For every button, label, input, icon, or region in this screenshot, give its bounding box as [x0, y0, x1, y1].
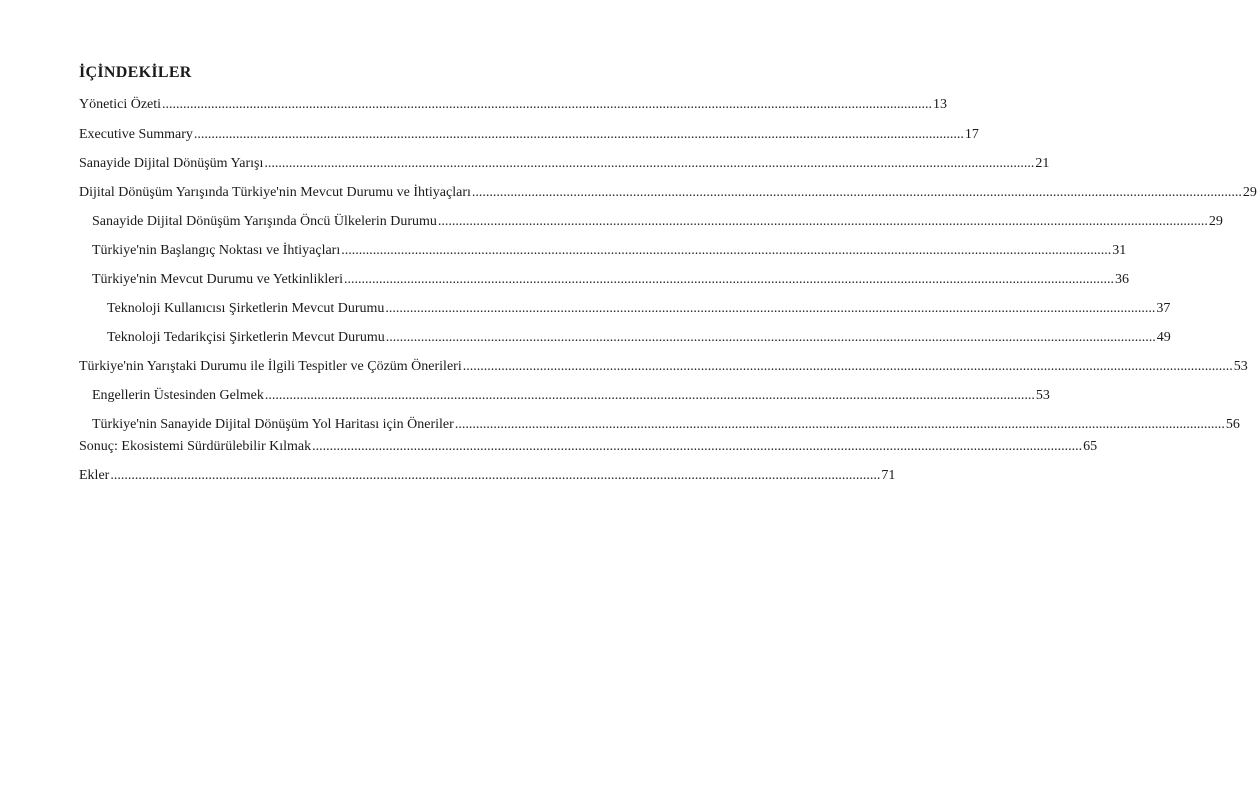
dot-leader: [455, 416, 1225, 433]
dot-leader: [386, 329, 1156, 346]
dot-leader: [110, 467, 880, 484]
toc-entry[interactable]: [79, 213, 1223, 230]
dot-leader: [264, 155, 1034, 172]
toc-entry[interactable]: [79, 467, 896, 484]
toc-entry-page: 65: [1083, 439, 1098, 454]
toc-entry-label: Türkiye'nin Yarıştaki Durumu ile İlgili Tespitler ve Çözüm Önerileri: [79, 359, 462, 374]
toc-entry[interactable]: [79, 438, 1098, 455]
toc-entry-label: Teknoloji Tedarikçisi Şirketlerin Mevcut Durumu: [107, 330, 385, 345]
toc-entry-page: 53: [1233, 359, 1248, 374]
toc-entry-page: 36: [1115, 272, 1129, 287]
toc-entry-label: Türkiye'nin Başlangıç Noktası ve İhtiyaçları: [92, 243, 341, 258]
toc-entry-page: 29: [1242, 185, 1257, 200]
toc-entry-label: Executive Summary: [79, 127, 193, 142]
toc-entry[interactable]: [79, 387, 1050, 404]
toc-entry-page: 17: [964, 127, 979, 142]
toc-entry-label: Ekler: [79, 468, 110, 483]
toc-entry[interactable]: [79, 242, 1127, 259]
toc-entry-label: Dijital Dönüşüm Yarışında Türkiye'nin Mevcut Durumu ve İhtiyaçları: [79, 185, 471, 200]
toc-entry[interactable]: [79, 184, 1257, 201]
dot-leader: [265, 387, 1035, 404]
toc-entry-label: Yönetici Özeti: [79, 97, 162, 112]
toc-entry-page: 71: [881, 468, 896, 483]
dot-leader: [341, 242, 1111, 259]
toc-entry-label: Sonuç: Ekosistemi Sürdürülebilir Kılmak: [79, 439, 312, 454]
toc-entry-page: 29: [1208, 214, 1223, 229]
toc-entry-label: Engellerin Üstesinden Gelmek: [92, 388, 264, 403]
toc-entry[interactable]: [79, 155, 1050, 172]
toc-entry-page: 37: [1156, 301, 1171, 316]
toc-entry[interactable]: [79, 96, 948, 113]
toc-entry-page: 49: [1156, 330, 1171, 345]
toc-entry-label: Sanayide Dijital Dönüşüm Yarışı: [79, 156, 264, 171]
toc-entry-page: 21: [1035, 156, 1050, 171]
toc-entry-label: Sanayide Dijital Dönüşüm Yarışında Öncü Ülkelerin Durumu: [92, 214, 437, 229]
dot-leader: [162, 96, 932, 113]
dot-leader: [472, 184, 1242, 201]
toc-entry-label: Türkiye'nin Mevcut Durumu ve Yetkinlikleri: [92, 272, 343, 287]
dot-leader: [344, 271, 1114, 288]
toc-entry-page: 13: [933, 97, 948, 112]
toc-title: İÇİNDEKİLER: [79, 64, 192, 81]
toc-entry-page: 56: [1225, 417, 1240, 432]
dot-leader: [463, 358, 1233, 375]
toc-entry[interactable]: [79, 300, 1171, 317]
toc-entry[interactable]: [79, 329, 1171, 346]
toc-entry-page: 53: [1035, 388, 1050, 403]
toc-entry[interactable]: [79, 416, 1240, 433]
toc-entry-page: 31: [1112, 243, 1127, 258]
toc-entry[interactable]: [79, 271, 1129, 288]
toc-entry[interactable]: [79, 358, 1248, 375]
dot-leader: [438, 213, 1208, 230]
toc-entry-label: Teknoloji Kullanıcısı Şirketlerin Mevcut Durumu: [107, 301, 385, 316]
dot-leader: [194, 126, 964, 143]
dot-leader: [312, 438, 1082, 455]
dot-leader: [385, 300, 1155, 317]
toc-entry-label: Türkiye'nin Sanayide Dijital Dönüşüm Yol Haritası için Öneriler: [92, 417, 454, 432]
toc-entry[interactable]: [79, 126, 979, 143]
